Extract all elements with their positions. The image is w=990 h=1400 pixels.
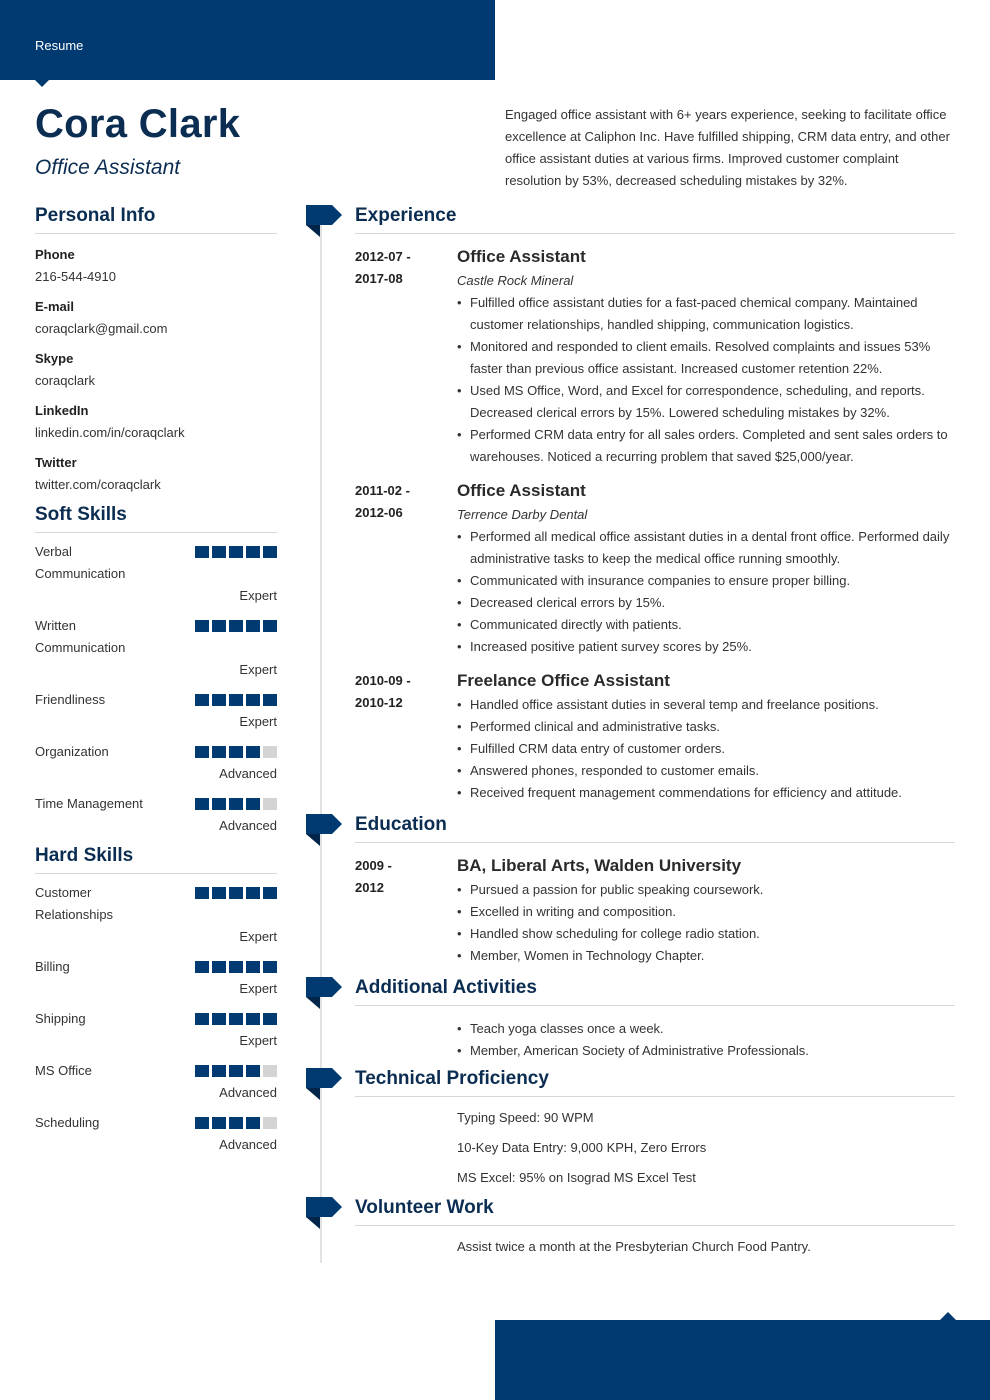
skill-item <box>35 689 277 733</box>
skill-level: Advanced <box>219 818 277 833</box>
experience-heading: Experience <box>355 205 955 234</box>
education-heading: Education <box>355 814 955 843</box>
rating-filled-square <box>195 961 209 973</box>
soft-skills-list <box>35 533 277 837</box>
rating-empty-square <box>263 1065 277 1077</box>
skill-name: Scheduling <box>35 1115 100 1130</box>
entry-dates <box>355 480 425 524</box>
entry-dates <box>355 246 425 290</box>
activities-bullets <box>457 1018 955 1062</box>
skill-name: Friendliness <box>35 692 106 707</box>
rating-empty-square <box>263 746 277 758</box>
rating-filled-square <box>263 887 277 899</box>
volunteer-heading: Volunteer Work <box>355 1197 955 1226</box>
rating-filled-square <box>263 620 277 632</box>
info-value: linkedin.com/in/coraqclark <box>35 425 185 440</box>
skill-item <box>35 956 277 1000</box>
skill-rating <box>195 746 277 758</box>
entry-bullets <box>457 694 955 804</box>
skill-level: Advanced <box>219 766 277 781</box>
rating-filled-square <box>212 1117 226 1129</box>
rating-filled-square <box>263 694 277 706</box>
skill-rating <box>195 798 277 810</box>
bullet-item: • Increased positive patient survey scores by 25%. <box>457 636 955 658</box>
skill-item <box>35 741 277 785</box>
date-start: 2011-02 - <box>355 483 410 498</box>
entry-bullets <box>457 879 955 967</box>
rating-filled-square <box>212 1013 226 1025</box>
header-notch <box>34 79 50 87</box>
entry-body <box>457 670 955 804</box>
bullet-item: • Fulfilled CRM data entry of customer orders. <box>457 738 955 760</box>
date-end: 2012-06 <box>355 505 403 520</box>
info-label: E-mail <box>35 299 75 314</box>
rating-filled-square <box>246 546 260 558</box>
rating-filled-square <box>229 1013 243 1025</box>
skill-item <box>35 541 277 607</box>
volunteer-section <box>355 1197 955 1266</box>
skill-name: Customer Relationships <box>35 885 114 922</box>
footer-band <box>495 1320 990 1400</box>
skill-rating <box>195 1117 277 1129</box>
entry-role: Office Assistant <box>457 481 586 500</box>
skill-name: Shipping <box>35 1011 86 1026</box>
info-label: Phone <box>35 247 75 262</box>
rating-filled-square <box>246 961 260 973</box>
personal-info-list <box>35 234 277 496</box>
date-end: 2010-12 <box>355 695 403 710</box>
technical-item: MS Excel: 95% on Isograd MS Excel Test <box>457 1170 696 1185</box>
rating-filled-square <box>263 546 277 558</box>
rating-filled-square <box>195 694 209 706</box>
bullet-item: • Excelled in writing and composition. <box>457 901 955 923</box>
experience-flag-icon <box>306 205 344 225</box>
entry-bullets <box>457 526 955 658</box>
volunteer-item: Assist twice a month at the Presbyterian Church Food Pantry. <box>457 1239 811 1254</box>
bullet-item: • Communicated directly with patients. <box>457 614 955 636</box>
entry-company: Castle Rock Mineral <box>457 273 574 288</box>
rating-filled-square <box>195 620 209 632</box>
rating-filled-square <box>229 620 243 632</box>
date-end: 2017-08 <box>355 271 403 286</box>
skill-rating <box>195 961 277 973</box>
candidate-job-title: Office Assistant <box>35 156 181 179</box>
experience-entry <box>355 670 955 804</box>
experience-section <box>355 205 955 804</box>
info-item-skype <box>35 348 277 392</box>
info-label: LinkedIn <box>35 403 89 418</box>
resume-label: Resume <box>35 38 84 53</box>
date-end: 2012 <box>355 880 384 895</box>
rating-filled-square <box>246 887 260 899</box>
entry-body <box>457 855 955 967</box>
rating-filled-square <box>195 746 209 758</box>
soft-skills-heading: Soft Skills <box>35 504 277 533</box>
profile-summary: Engaged office assistant with 6+ years experience, seeking to facilitate office excellence at Caliphon Inc. Have fulfilled shipping, CRM data entry, and other office assistant duties at various firms. Improved customer complaint resolution by 53%, decreased scheduling mistakes by 32%. <box>505 107 950 188</box>
entry-body <box>457 480 955 658</box>
info-value: 216-544-4910 <box>35 269 116 284</box>
experience-entry <box>355 480 955 658</box>
volunteer-list <box>457 1236 955 1258</box>
rating-filled-square <box>229 1117 243 1129</box>
entry-role: Freelance Office Assistant <box>457 671 670 690</box>
skill-name: Billing <box>35 959 70 974</box>
skill-level: Advanced <box>219 1137 277 1152</box>
rating-filled-square <box>246 798 260 810</box>
entry-body <box>457 246 955 468</box>
rating-filled-square <box>195 798 209 810</box>
rating-empty-square <box>263 1117 277 1129</box>
personal-info-heading: Personal Info <box>35 205 277 234</box>
rating-empty-square <box>263 798 277 810</box>
skill-level: Expert <box>239 1033 277 1048</box>
skill-rating <box>195 1013 277 1025</box>
skill-name: Written Communication <box>35 618 126 655</box>
bullet-item: • Performed clinical and administrative tasks. <box>457 716 955 738</box>
info-value: twitter.com/coraqclark <box>35 477 161 492</box>
skill-rating <box>195 694 277 706</box>
info-label: Twitter <box>35 455 77 470</box>
date-start: 2012-07 - <box>355 249 411 264</box>
education-flag-icon <box>306 814 344 834</box>
bullet-item: • Performed all medical office assistant duties in a dental front office. Performed daily administrative tasks to keep the medical office running smoothly. <box>457 526 955 570</box>
info-item-phone <box>35 244 277 288</box>
bullet-item: • Handled office assistant duties in several temp and freelance positions. <box>457 694 955 716</box>
skill-level: Expert <box>239 588 277 603</box>
rating-filled-square <box>229 546 243 558</box>
bullet-item: • Performed CRM data entry for all sales orders. Completed and sent sales orders to warehouses. Noticed a recurring problem that saved $25,000/year. <box>457 424 955 468</box>
skill-name: Time Management <box>35 796 143 811</box>
rating-filled-square <box>195 1065 209 1077</box>
skill-rating <box>195 546 277 558</box>
skill-item <box>35 615 277 681</box>
bullet-item: • Monitored and responded to client emails. Resolved complaints and issues 53% faster than previous office assistant. Increased customer retention 22%. <box>457 336 955 380</box>
bullet-item: • Handled show scheduling for college radio station. <box>457 923 955 945</box>
bullet-item: • Received frequent management commendations for efficiency and attitude. <box>457 782 955 804</box>
info-value: coraqclark@gmail.com <box>35 321 168 336</box>
activities-flag-icon <box>306 977 344 997</box>
bullet-item: • Decreased clerical errors by 15%. <box>457 592 955 614</box>
technical-list <box>457 1107 955 1189</box>
skill-rating <box>195 1065 277 1077</box>
rating-filled-square <box>263 961 277 973</box>
rating-filled-square <box>212 694 226 706</box>
info-value: coraqclark <box>35 373 95 388</box>
skill-level: Advanced <box>219 1085 277 1100</box>
skill-item <box>35 882 277 948</box>
skill-name: MS Office <box>35 1063 92 1078</box>
info-label: Skype <box>35 351 74 366</box>
rating-filled-square <box>246 1065 260 1077</box>
skill-level: Expert <box>239 981 277 996</box>
rating-filled-square <box>212 746 226 758</box>
rating-filled-square <box>195 546 209 558</box>
rating-filled-square <box>229 961 243 973</box>
rating-filled-square <box>229 798 243 810</box>
skill-item <box>35 1008 277 1052</box>
rating-filled-square <box>195 887 209 899</box>
date-start: 2010-09 - <box>355 673 411 688</box>
technical-flag-icon <box>306 1068 344 1088</box>
bullet-item: • Answered phones, responded to customer emails. <box>457 760 955 782</box>
rating-filled-square <box>263 1013 277 1025</box>
rating-filled-square <box>246 694 260 706</box>
bullet-item: • Member, American Society of Administrative Professionals. <box>457 1040 955 1062</box>
rating-filled-square <box>229 746 243 758</box>
skill-name: Organization <box>35 744 109 759</box>
entry-bullets <box>457 292 955 468</box>
header-band <box>0 0 495 80</box>
skill-item <box>35 793 277 837</box>
skill-rating <box>195 620 277 632</box>
rating-filled-square <box>229 1065 243 1077</box>
bullet-item: • Fulfilled office assistant duties for a fast-paced chemical company. Maintained customer relationships, handled shipping, communication logistics. <box>457 292 955 336</box>
info-item-email <box>35 296 277 340</box>
education-entry <box>355 855 955 967</box>
technical-item: 10-Key Data Entry: 9,000 KPH, Zero Errors <box>457 1140 707 1155</box>
rating-filled-square <box>212 887 226 899</box>
rating-filled-square <box>212 1065 226 1077</box>
activities-heading: Additional Activities <box>355 977 955 1006</box>
skill-item <box>35 1060 277 1104</box>
entry-dates <box>355 855 425 899</box>
rating-filled-square <box>229 887 243 899</box>
technical-section <box>355 1068 955 1197</box>
skill-level: Expert <box>239 929 277 944</box>
entry-dates <box>355 670 425 714</box>
volunteer-flag-icon <box>306 1197 344 1217</box>
skill-item <box>35 1112 277 1156</box>
footer-notch <box>940 1312 956 1320</box>
left-column <box>35 205 277 1164</box>
technical-item: Typing Speed: 90 WPM <box>457 1110 594 1125</box>
activities-section <box>355 977 955 1062</box>
rating-filled-square <box>246 746 260 758</box>
bullet-item: • Used MS Office, Word, and Excel for correspondence, scheduling, and reports. Decreased clerical errors by 15%. Lowered scheduling mistakes by 32%. <box>457 380 955 424</box>
rating-filled-square <box>229 694 243 706</box>
skill-level: Expert <box>239 662 277 677</box>
bullet-item: • Communicated with insurance companies to ensure proper billing. <box>457 570 955 592</box>
experience-entry <box>355 246 955 468</box>
rating-filled-square <box>246 620 260 632</box>
date-start: 2009 - <box>355 858 392 873</box>
rating-filled-square <box>246 1117 260 1129</box>
info-item-twitter <box>35 452 277 496</box>
entry-role: Office Assistant <box>457 247 586 266</box>
info-item-linkedin <box>35 400 277 444</box>
candidate-name: Cora Clark <box>35 102 241 146</box>
rating-filled-square <box>195 1013 209 1025</box>
hard-skills-list <box>35 874 277 1156</box>
rating-filled-square <box>212 798 226 810</box>
bullet-item: • Teach yoga classes once a week. <box>457 1018 955 1040</box>
education-section <box>355 814 955 967</box>
skill-name: Verbal Communication <box>35 544 126 581</box>
bullet-item: • Member, Women in Technology Chapter. <box>457 945 955 967</box>
rating-filled-square <box>212 961 226 973</box>
rating-filled-square <box>246 1013 260 1025</box>
entry-degree: BA, Liberal Arts, Walden University <box>457 856 742 875</box>
entry-company: Terrence Darby Dental <box>457 507 588 522</box>
rating-filled-square <box>195 1117 209 1129</box>
hard-skills-heading: Hard Skills <box>35 845 277 874</box>
skill-level: Expert <box>239 714 277 729</box>
rating-filled-square <box>212 620 226 632</box>
technical-heading: Technical Proficiency <box>355 1068 955 1097</box>
timeline-line <box>320 215 322 1263</box>
bullet-item: • Pursued a passion for public speaking coursework. <box>457 879 955 901</box>
rating-filled-square <box>212 546 226 558</box>
skill-rating <box>195 887 277 899</box>
